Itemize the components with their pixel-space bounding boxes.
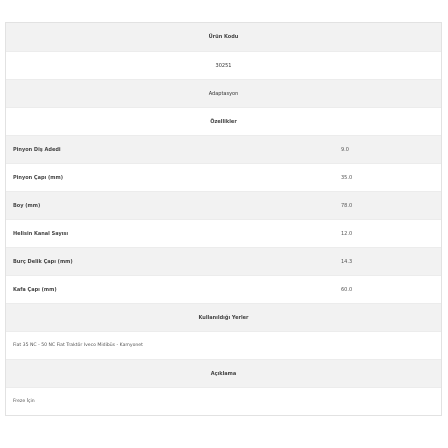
adaptation-label: Adaptasyon [208,90,239,97]
description-text: Freze İçin [13,399,35,404]
usage-header-row [6,303,441,331]
product-code-header-row [6,23,441,51]
feature-value: 12.0 [341,230,353,237]
feature-value: 60.0 [341,286,353,293]
product-code-row [6,51,441,79]
product-code-value: 30251 [215,62,232,69]
feature-row [6,219,441,247]
feature-value: 14.3 [341,258,353,265]
feature-row [6,191,441,219]
feature-row [6,275,441,303]
product-spec-table [5,22,442,416]
description-header: Açıklama [210,370,237,377]
usage-text-row [6,331,441,359]
description-text-row [6,387,441,415]
feature-label: Pinyon Diş Adedi [13,146,61,153]
feature-row [6,163,441,191]
feature-label: Burç Delik Çapı (mm) [13,258,73,265]
feature-label: Pinyon Çapı (mm) [13,174,63,181]
usage-text: Fiat 35 NC - 50 NC Fiat Traktör Iveco Midibüs - Kamyonet [13,343,143,348]
feature-label: Kafa Çapı (mm) [13,286,57,293]
feature-value: 9.0 [341,146,349,153]
usage-header: Kullanıldığı Yerler [198,314,249,321]
feature-row [6,247,441,275]
features-header: Özellikler [210,118,237,125]
description-header-row [6,359,441,387]
feature-row [6,135,441,163]
feature-label: Boy (mm) [13,202,41,209]
feature-value: 35.0 [341,174,353,181]
features-header-row [6,107,441,135]
feature-label: Helisin Kanal Sayısı [13,230,69,237]
product-code-header: Ürün Kodu [208,34,239,40]
adaptation-row [6,79,441,107]
feature-value: 78.0 [341,202,353,209]
